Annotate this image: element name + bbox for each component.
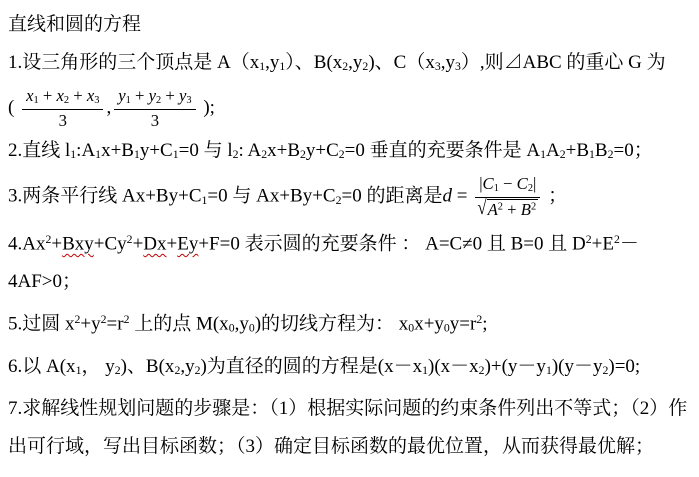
spellcheck-flagged-text: Ey <box>177 233 199 255</box>
text-run: 2 <box>261 147 268 161</box>
text-run: 2 <box>194 363 201 377</box>
square-root <box>477 195 538 221</box>
text-run: 2 <box>602 363 609 377</box>
text-run: +F=0 表示圆的充要条件 ： A=C≠0 且 B=0 且 D <box>198 233 586 255</box>
paragraph-1 <box>8 44 693 132</box>
paragraph-2 <box>8 132 693 174</box>
text-run: C <box>516 173 528 193</box>
text-run: A <box>487 199 498 219</box>
text-run: 2 <box>74 313 81 327</box>
text-run: 2 <box>342 60 349 74</box>
text-run: B <box>520 199 531 219</box>
text-run: 1 <box>493 182 499 194</box>
text-run: － <box>619 233 639 255</box>
fraction <box>114 86 195 132</box>
text-run: 1.设三角形的三个顶点是 A（x <box>8 52 260 73</box>
text-run: : A <box>238 139 262 161</box>
text-run: )+(y－y <box>484 355 546 377</box>
text-run: 1 <box>75 363 82 377</box>
text-run: 2 <box>338 147 345 161</box>
text-run: ,y <box>180 355 195 377</box>
text-run: 2 <box>527 182 534 194</box>
text-run: =0； <box>613 139 653 161</box>
text-run: y=r <box>449 313 477 335</box>
text-run: )的切线方程为： x <box>254 313 409 335</box>
text-run: , <box>106 97 112 119</box>
text-run: 1 <box>201 193 208 207</box>
text-run: ); <box>198 97 215 119</box>
text-run: x <box>86 86 95 106</box>
text-run: ,y <box>440 52 455 73</box>
text-run: = <box>451 185 473 207</box>
text-run: 2 <box>478 363 485 377</box>
text-line <box>8 221 693 263</box>
text-run: y <box>148 86 157 106</box>
fraction-denominator <box>475 195 540 221</box>
text-line <box>8 86 693 132</box>
text-run: 0 <box>408 321 415 335</box>
text-run: 4AF>0； <box>8 271 82 293</box>
text-run: 2 <box>232 147 239 161</box>
text-run: 0 <box>228 321 235 335</box>
text-run: ,y <box>234 313 249 335</box>
text-run: + <box>51 233 63 255</box>
text-run: ( <box>8 97 20 119</box>
text-run: )、C（x <box>368 52 435 73</box>
text-run: ; <box>482 313 488 335</box>
text-run: 2 <box>126 232 133 246</box>
text-run: =0 垂直的充要条件是 A <box>344 139 541 161</box>
text-run: | <box>533 173 537 193</box>
text-run: 2 <box>335 193 342 207</box>
text-run: 2 <box>123 313 130 327</box>
text-run: + <box>161 86 179 106</box>
text-run: ， y <box>81 355 115 377</box>
paragraph-6 <box>8 348 693 390</box>
text-run: 2 <box>114 363 121 377</box>
text-run: A <box>546 139 560 161</box>
text-run: 3.两条平行线 Ax+By+C <box>8 185 202 207</box>
text-run: 2 <box>300 147 306 161</box>
paragraph-5 <box>8 301 693 348</box>
text-run: ,y <box>265 52 280 73</box>
text-line <box>8 348 693 390</box>
text-run: x+B <box>267 139 300 161</box>
text-line <box>8 44 693 86</box>
text-run: 1 <box>70 147 77 161</box>
text-run: +Cy <box>93 233 127 255</box>
text-run: 1 <box>133 147 140 161</box>
document-body <box>8 44 693 466</box>
text-run: + <box>38 86 57 106</box>
text-run: 2 <box>530 201 537 213</box>
text-run: C <box>482 173 494 193</box>
text-run: )为直径的圆的方程是(x－x <box>200 355 423 377</box>
text-run: y <box>179 86 187 106</box>
text-run: ）,则⊿ABC 的重心 G 为 <box>460 52 666 73</box>
text-run: 2 <box>476 313 483 327</box>
text-run: 2 <box>362 60 369 74</box>
spellcheck-flagged-text: Bxy <box>62 233 94 255</box>
spellcheck-flagged-text: Dx <box>143 233 167 255</box>
text-run: 2 <box>497 201 503 213</box>
text-run: 1 <box>422 363 429 377</box>
text-run: y+C <box>139 139 173 161</box>
text-run: d <box>442 185 452 207</box>
text-run: 1 <box>545 363 552 377</box>
text-run: − <box>498 173 517 193</box>
text-run: +E <box>591 233 614 255</box>
fraction-numerator <box>114 86 195 110</box>
text-run: 3 <box>150 110 160 130</box>
text-run: =0 与 Ax+By+C <box>207 185 336 207</box>
text-run: 1 <box>33 94 39 106</box>
text-run: x+y <box>414 313 444 335</box>
text-run: 3 <box>454 60 461 74</box>
paragraph-7 <box>8 390 693 466</box>
fraction <box>22 86 103 132</box>
fraction-denominator <box>22 110 103 132</box>
fraction <box>475 174 540 221</box>
fraction-numerator <box>22 86 103 110</box>
fraction-denominator <box>114 110 195 132</box>
text-run: 1 <box>279 60 286 74</box>
text-run: )(x－x <box>428 355 479 377</box>
text-run: =0 与 l <box>178 139 233 161</box>
text-line <box>8 174 693 221</box>
fraction-numerator <box>475 174 540 198</box>
text-run: =r <box>106 313 124 335</box>
text-run: 1 <box>589 147 595 161</box>
text-run: )(y－y <box>551 355 603 377</box>
text-run: 2 <box>585 232 592 246</box>
text-run: y+C <box>305 139 339 161</box>
text-run: 2 <box>613 232 620 246</box>
text-run: =0 的距离是 <box>341 185 443 207</box>
text-run: + <box>130 86 149 106</box>
text-run: 1 <box>95 147 102 161</box>
text-line <box>8 390 693 466</box>
text-run: 3 <box>434 60 441 74</box>
text-line <box>8 263 693 301</box>
text-run: y <box>118 86 126 106</box>
text-run: 2 <box>607 147 614 161</box>
text-run: +B <box>565 139 590 161</box>
text-run: 3 <box>94 94 100 106</box>
text-run: 0 <box>443 321 450 335</box>
text-run: 1 <box>125 94 131 106</box>
text-run: x <box>26 86 34 106</box>
text-run: 上的点 M(x <box>129 313 229 335</box>
text-run: 2 <box>174 363 181 377</box>
text-run: ）、B(x <box>285 52 343 73</box>
text-run: + <box>166 233 178 255</box>
text-run: ； <box>543 185 568 207</box>
text-run: 2 <box>156 94 162 106</box>
text-run: +y <box>80 313 101 335</box>
text-run: B <box>594 139 608 161</box>
text-run: 2.直线 l <box>8 139 71 161</box>
text-run: + <box>132 233 144 255</box>
text-run: + <box>502 199 521 219</box>
paragraph-4 <box>8 221 693 301</box>
text-run: 2 <box>63 94 70 106</box>
text-run: 2 <box>45 232 52 246</box>
text-run: :A <box>76 139 96 161</box>
paragraph-3 <box>8 174 693 221</box>
document-title: 直线和圆的方程 <box>8 14 142 35</box>
text-run: 6.以 A(x <box>8 355 76 377</box>
text-run: 2 <box>100 313 107 327</box>
text-run: 1 <box>259 60 266 74</box>
text-run: 5.过圆 x <box>8 313 75 335</box>
radical-sign: √ <box>477 195 487 219</box>
text-run: )=0; <box>608 355 641 377</box>
text-run: 3 <box>186 94 192 106</box>
text-run: 7.求解线性规划问题的步骤是：（1）根据实际问题的约束条件列出不等式；（2）作出可行域，写出目标函数；（3）确定目标函数的最优位置，从而获得最优解； <box>8 397 688 457</box>
text-run: x <box>56 86 64 106</box>
text-run: 1 <box>540 147 546 161</box>
text-run: 3 <box>58 110 67 130</box>
text-run: 0 <box>248 321 255 335</box>
text-run: x+B <box>101 139 134 161</box>
text-run: 1 <box>172 147 179 161</box>
text-line <box>8 132 693 174</box>
radicand <box>487 199 539 221</box>
text-run: ,y <box>348 52 363 73</box>
text-run: + <box>69 86 87 106</box>
text-run: )、B(x <box>120 355 175 377</box>
text-run: | <box>479 173 483 193</box>
text-line <box>8 301 693 348</box>
text-run: 2 <box>559 147 566 161</box>
text-run: 4.Ax <box>8 233 46 255</box>
